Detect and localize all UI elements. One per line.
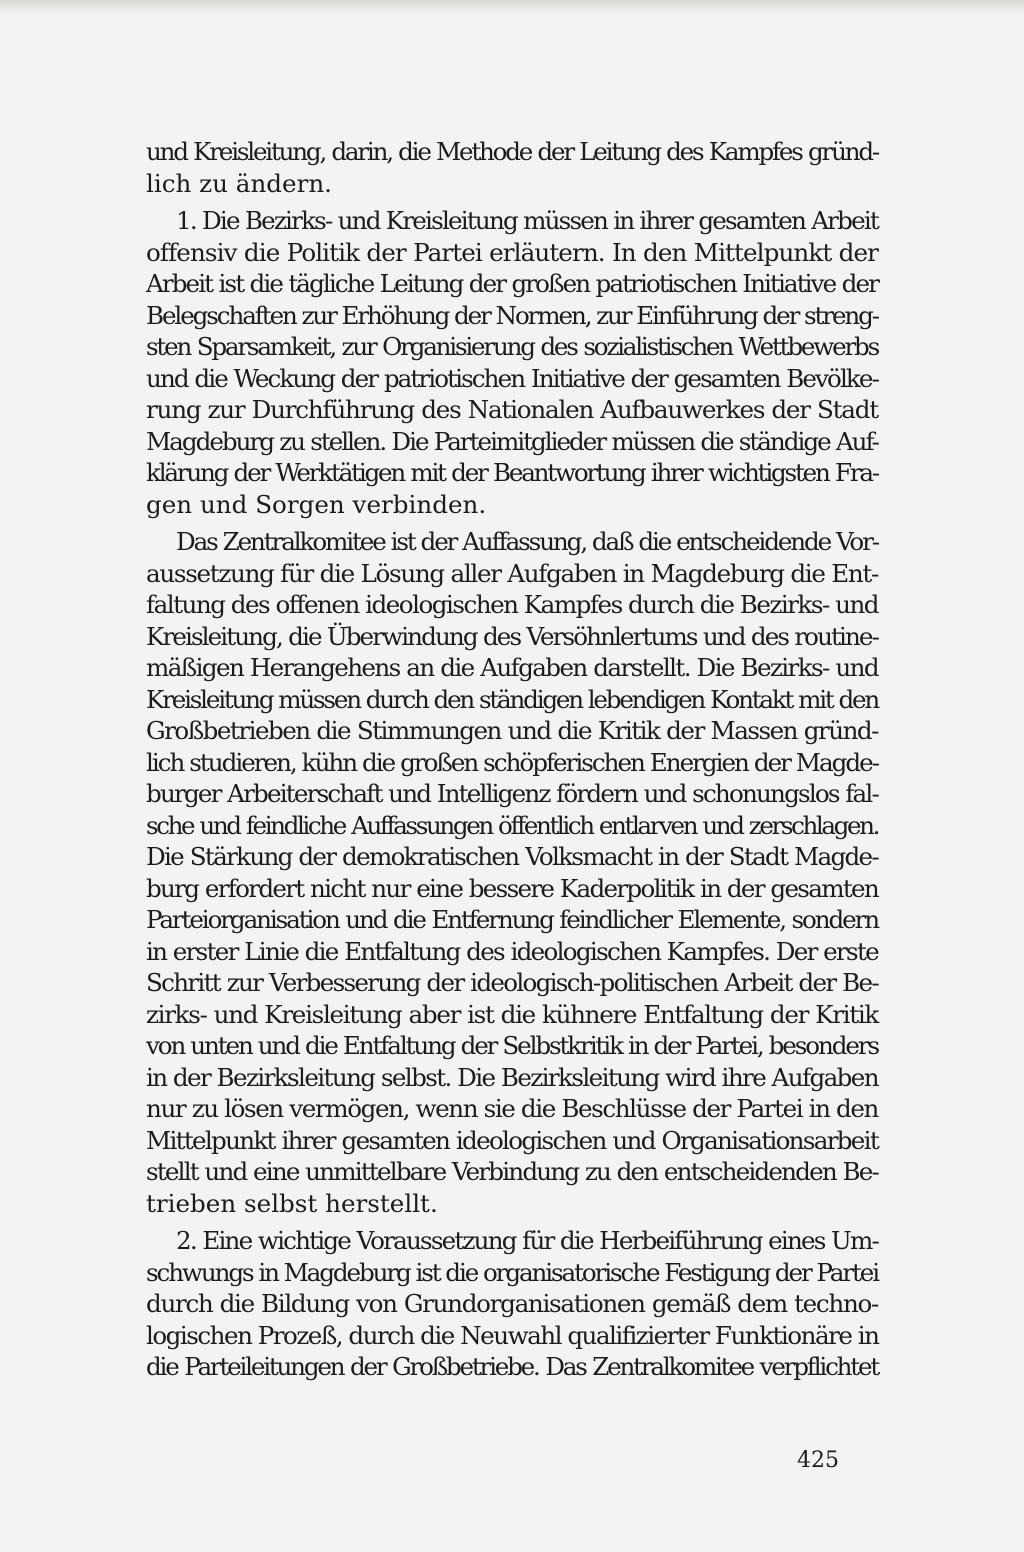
text-line: offensiv die Politik der Partei erläutern. In den Mittelpunkt der	[146, 237, 878, 267]
text-line: Belegschaften zur Erhöhung der Normen, zur Einführung der streng-	[146, 300, 878, 330]
text-line: Magdeburg zu stellen. Die Parteimitglieder müssen die ständige Auf-	[146, 426, 878, 456]
text-line: durch die Bildung von Grundorganisationen gemäß dem techno-	[146, 1289, 878, 1318]
text-line: klärung der Werktätigen mit der Beantwortung ihrer wichtigsten Fra-	[146, 458, 878, 487]
text-line: 2. Eine wichtige Voraussetzung für die Herbeiführung eines Um-	[176, 1226, 878, 1255]
text-line: Das Zentralkomitee ist der Auffassung, daß die entscheidende Vor-	[176, 527, 878, 556]
text-line: und Kreisleitung, darin, die Methode der Leitung des Kampfes gründ-	[146, 137, 878, 166]
text-line: die Parteileitungen der Großbetriebe. Das Zentralkomitee verpflichtet	[146, 1352, 878, 1381]
text-line: Parteiorganisation und die Entfernung feindlicher Elemente, sondern	[146, 905, 878, 934]
text-line: 1. Die Bezirks- und Kreisleitung müssen in ihrer gesamten Arbeit	[176, 206, 878, 235]
page-top-edge	[0, 0, 1024, 14]
text-line: Schritt zur Verbesserung der ideologisch-politischen Arbeit der Be-	[146, 968, 878, 997]
text-line: rung zur Durchführung des Nationalen Aufbauwerkes der Stadt	[146, 395, 878, 424]
text-line: sche und feindliche Auffassungen öffentlich entlarven und zerschlagen.	[146, 810, 878, 840]
text-line: mäßigen Herangehens an die Aufgaben darstellt. Die Bezirks- und	[146, 653, 878, 682]
text-line: Mittelpunkt ihrer gesamten ideologischen und Organisationsarbeit	[146, 1125, 878, 1155]
text-line: und die Weckung der patriotischen Initiative der gesamten Bevölke-	[146, 363, 878, 393]
body-text	[146, 136, 878, 1383]
text-line: lich studieren, kühn die großen schöpferischen Energien der Magde-	[146, 747, 878, 777]
text-line: nur zu lösen vermögen, wenn sie die Beschlüsse der Partei in den	[146, 1094, 878, 1123]
text-line: Kreisleitung, die Überwindung des Versöhnlertums und des routine-	[146, 621, 878, 651]
text-line: Kreisleitung müssen durch den ständigen lebendigen Kontakt mit den	[146, 684, 878, 714]
text-line: zirks- und Kreisleitung aber ist die kühnere Entfaltung der Kritik	[146, 999, 878, 1029]
text-line: faltung des offenen ideologischen Kampfes durch die Bezirks- und	[146, 590, 879, 619]
text-line: aussetzung für die Lösung aller Aufgaben in Magdeburg die Ent-	[146, 558, 878, 588]
text-line: burg erfordert nicht nur eine bessere Kaderpolitik in der gesamten	[146, 873, 878, 903]
text-line: gen und Sorgen verbinden.	[146, 489, 487, 519]
text-line: sten Sparsamkeit, zur Organisierung des sozialistischen Wettbewerbs	[146, 332, 878, 361]
text-line: logischen Prozeß, durch die Neuwahl qualifizierter Funktionäre in	[146, 1320, 879, 1350]
text-line: Großbetrieben die Stimmungen und die Kritik der Massen gründ-	[146, 716, 878, 745]
text-line: schwungs in Magdeburg ist die organisatorische Festigung der Partei	[146, 1257, 878, 1287]
text-line: in der Bezirksleitung selbst. Die Bezirksleitung wird ihre Aufgaben	[146, 1062, 878, 1092]
text-line: von unten und die Entfaltung der Selbstkritik in der Partei, besonders	[146, 1031, 878, 1060]
text-line: burger Arbeiterschaft und Intelligenz fördern und schonungslos fal-	[146, 779, 878, 808]
page-number: 425	[797, 1448, 839, 1473]
text-line: Die Stärkung der demokratischen Volksmacht in der Stadt Magde-	[146, 842, 878, 871]
text-line: stellt und eine unmittelbare Verbindung zu den entscheidenden Be-	[146, 1157, 878, 1186]
text-line: in erster Linie die Entfaltung des ideologischen Kampfes. Der erste	[146, 936, 878, 966]
text-line: trieben selbst herstellt.	[146, 1188, 438, 1218]
text-line: Arbeit ist die tägliche Leitung der großen patriotischen Initiative der	[146, 269, 878, 298]
text-line: lich zu ändern.	[146, 168, 332, 198]
